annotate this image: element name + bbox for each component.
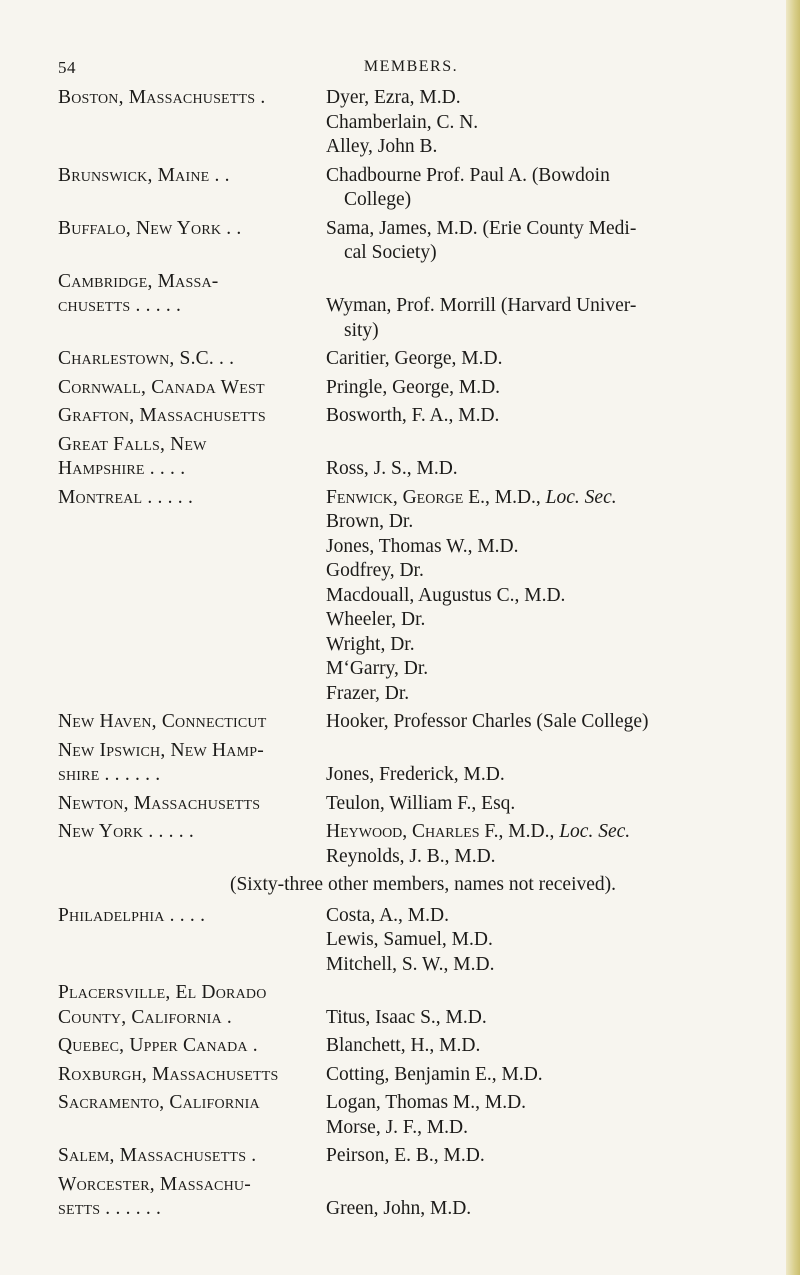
name-rest: , M.D., [485, 486, 546, 508]
entry-names [326, 710, 748, 735]
place-line: New Ipswich, New Hamp- [58, 739, 264, 761]
member-name: Lewis, Samuel, M.D. [326, 929, 493, 950]
entry-names [326, 904, 748, 978]
directory-entry [58, 376, 748, 401]
entry-place [58, 164, 326, 213]
entry-names [326, 164, 748, 213]
local-secretary-mark: Loc. Sec. [559, 821, 631, 842]
place-line: Worcester, Massachu- [58, 1173, 251, 1195]
member-name: Pringle, George, M.D. [326, 376, 501, 398]
entry-names [326, 376, 748, 401]
entry-names [326, 1091, 748, 1140]
directory-entry [58, 904, 748, 978]
place-line: New Haven, Connecticut [58, 711, 267, 732]
directory-entry [58, 86, 748, 160]
directory-entry [58, 217, 748, 266]
directory-entry [58, 981, 748, 1030]
entry-names [326, 433, 748, 482]
directory-entry [58, 792, 748, 817]
place-line: Cambridge, Massa- [58, 270, 219, 292]
place-line: New York . . . . . [58, 821, 194, 842]
member-name: Cotting, Benjamin E., M.D. [326, 1063, 543, 1085]
entry-place [58, 904, 326, 978]
directory-entry [58, 164, 748, 213]
entry-place [58, 1144, 326, 1169]
entry-names [326, 217, 748, 266]
member-name: Alley, John B. [326, 136, 438, 157]
member-name: Reynolds, J. B., M.D. [326, 845, 496, 867]
directory-entry [58, 739, 748, 788]
place-line: Brunswick, Maine . . [58, 164, 230, 186]
place-line: Charlestown, S.C. . . [58, 348, 235, 369]
name-surname: Heywood, Charles F. [326, 821, 499, 842]
directory-entry [58, 1173, 748, 1222]
entry-names [326, 792, 748, 817]
entry-names [326, 347, 748, 372]
member-name: Macdouall, Augustus C., M.D. [326, 584, 566, 606]
member-name: Caritier, George, M.D. [326, 348, 503, 369]
place-line: Salem, Massachusetts . [58, 1145, 257, 1166]
entry-place [58, 404, 326, 429]
entry-place [58, 710, 326, 735]
place-line: Great Falls, New [58, 433, 207, 455]
member-name: Logan, Thomas M., M.D. [326, 1092, 527, 1113]
entry-names [326, 820, 748, 869]
alignment-spacer [326, 270, 748, 295]
entry-place [58, 981, 326, 1030]
entry-names [326, 981, 748, 1030]
alignment-spacer [326, 981, 748, 1006]
entry-place [58, 820, 326, 869]
member-name: M‘Garry, Dr. [326, 658, 429, 679]
member-name-continuation: College) [344, 189, 412, 210]
entry-place [58, 217, 326, 266]
directory-entry [58, 820, 748, 869]
member-name: Godfrey, Dr. [326, 560, 424, 581]
member-name: Brown, Dr. [326, 511, 414, 532]
member-name: Green, John, M.D. [326, 1198, 472, 1219]
directory-entry [58, 270, 748, 344]
entry-names [326, 739, 748, 788]
entry-names [326, 1173, 748, 1222]
place-line: chusetts . . . . . [58, 295, 182, 316]
member-name: Wright, Dr. [326, 633, 415, 655]
place-line: Montreal . . . . . [58, 486, 194, 508]
directory-entry [58, 1091, 748, 1140]
entry-names [326, 1063, 748, 1088]
entry-names [326, 486, 748, 707]
place-line: Hampshire . . . . [58, 458, 186, 479]
directory-entry [58, 1144, 748, 1169]
place-line: setts . . . . . . [58, 1198, 162, 1219]
member-name: Wyman, Prof. Morrill (Harvard Univer- [326, 295, 637, 316]
place-line: Quebec, Upper Canada . [58, 1035, 258, 1056]
place-line: Grafton, Massachusetts [58, 405, 266, 426]
entry-names [326, 1144, 748, 1169]
entry-place [58, 1091, 326, 1140]
entry-place [58, 376, 326, 401]
entry-place [58, 739, 326, 788]
place-line: Placersville, El Dorado [58, 982, 267, 1003]
entry-place [58, 792, 326, 817]
directory-entry [58, 486, 748, 707]
members-directory [58, 86, 748, 1226]
member-name: Frazer, Dr. [326, 682, 410, 704]
member-name: Jones, Frederick, M.D. [326, 764, 505, 785]
entry-place [58, 1034, 326, 1059]
alignment-spacer [326, 739, 748, 764]
directory-entry [58, 347, 748, 372]
members-note: (Sixty-three other members, names not received). [229, 874, 617, 895]
member-name: Ross, J. S., M.D. [326, 458, 458, 479]
directory-entry [58, 1034, 748, 1059]
local-secretary-mark: Loc. Sec. [545, 486, 617, 508]
alignment-spacer [326, 433, 748, 458]
member-name [326, 820, 748, 845]
member-name-continuation: sity) [344, 319, 379, 341]
member-name: Bosworth, F. A., M.D. [326, 405, 500, 426]
member-name: Titus, Isaac S., M.D. [326, 1006, 487, 1028]
entry-names [326, 1034, 748, 1059]
entry-place [58, 86, 326, 160]
directory-entry [58, 404, 748, 429]
member-name: Blanchett, H., M.D. [326, 1035, 481, 1056]
entry-place [58, 270, 326, 344]
member-name: Dyer, Ezra, M.D. [326, 87, 461, 108]
place-line: Sacramento, California [58, 1092, 260, 1113]
place-line: Newton, Massachusetts [58, 792, 261, 814]
name-surname: Fenwick, George E. [326, 486, 485, 508]
member-name: Chamberlain, C. N. [326, 111, 479, 133]
running-title: MEMBERS. [363, 58, 459, 75]
members-list-part-1 [58, 86, 748, 869]
alignment-spacer [326, 1173, 748, 1198]
member-name: Jones, Thomas W., M.D. [326, 535, 519, 557]
member-name: Hooker, Professor Charles (Sale College) [326, 711, 649, 732]
member-name-continuation: cal Society) [344, 242, 437, 263]
member-name: Peirson, E. B., M.D. [326, 1145, 485, 1166]
member-name [326, 486, 748, 511]
place-line: County, California . [58, 1006, 232, 1028]
member-name: Costa, A., M.D. [326, 904, 449, 926]
member-name: Chadbourne Prof. Paul A. (Bowdoin [326, 164, 610, 186]
entry-place [58, 1173, 326, 1222]
place-line: Boston, Massachusetts . [58, 87, 266, 108]
entry-place [58, 1063, 326, 1088]
member-name: Teulon, William F., Esq. [326, 792, 516, 814]
directory-entry [58, 433, 748, 482]
members-list-part-2 [58, 904, 748, 1222]
place-line: Philadelphia . . . . [58, 904, 206, 926]
place-line: shire . . . . . . [58, 764, 161, 785]
place-line: Cornwall, Canada West [58, 376, 265, 398]
entry-place [58, 347, 326, 372]
page-number: 54 [58, 58, 76, 77]
place-line: Roxburgh, Massachusetts [58, 1063, 279, 1085]
directory-entry [58, 1063, 748, 1088]
name-rest: , M.D., [498, 821, 560, 842]
place-line: Buffalo, New York . . [58, 217, 242, 239]
entry-names [326, 404, 748, 429]
member-name: Sama, James, M.D. (Erie County Medi- [326, 217, 637, 239]
member-name: Wheeler, Dr. [326, 609, 426, 630]
page-edge-stain [786, 0, 800, 1275]
entry-names [326, 270, 748, 344]
member-name: Morse, J. F., M.D. [326, 1116, 468, 1138]
entry-place [58, 433, 326, 482]
directory-entry [58, 710, 748, 735]
member-name: Mitchell, S. W., M.D. [326, 953, 495, 975]
entry-names [326, 86, 748, 160]
entry-place [58, 486, 326, 707]
